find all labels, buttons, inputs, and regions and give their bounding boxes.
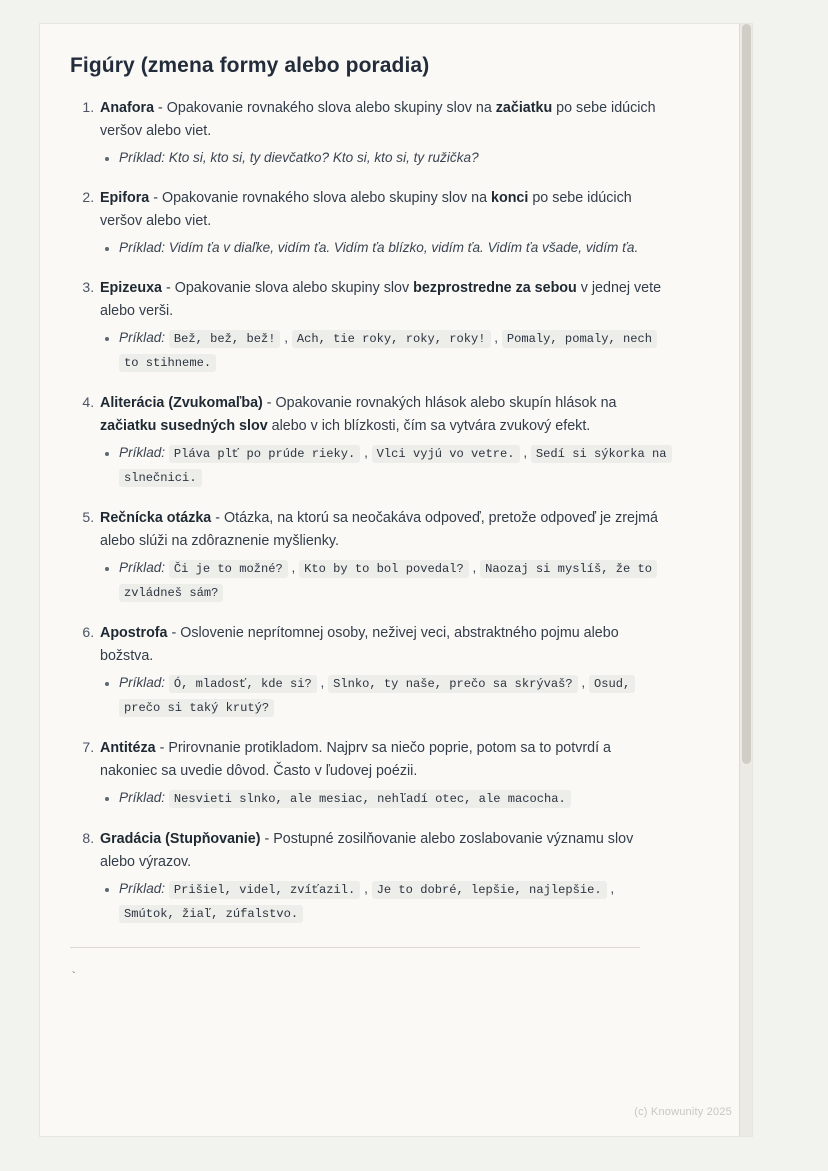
example-separator: , (468, 560, 481, 575)
figure-description-tail: po sebe idúcich veršov alebo viet. (100, 100, 656, 139)
figure-dash: - (211, 510, 224, 526)
example-code-chip: Smútok, žiaľ, zúfalstvo. (119, 905, 303, 923)
example-separator: , (287, 560, 300, 575)
figure-description-tail: po sebe idúcich veršov alebo viet. (100, 190, 632, 229)
figure-dash: - (155, 740, 169, 756)
figure-description: Opakovanie rovnakého slova alebo skupiny slov na (166, 100, 496, 116)
example-separator: , (519, 445, 531, 460)
example-label: Príklad: (119, 330, 169, 345)
example-code-chip: Pomaly, pomaly, nech to stihneme. (119, 330, 657, 372)
figure-item (98, 827, 670, 925)
figure-term: Antitéza (100, 740, 156, 756)
example-code-chip: Ach, tie roky, roky, roky! (292, 330, 491, 348)
example-item (119, 877, 670, 925)
figure-description: Prirovnanie protikladom. Najprv sa niečo poprie, potom sa to potvrdí a nakoniec sa uvedie dôvod. Často v ľudovej poézii. (100, 740, 611, 779)
figure-description-tail: v jednej vete alebo verši. (100, 280, 662, 319)
figure-dash: - (262, 395, 276, 411)
example-list (100, 671, 670, 719)
figure-description-emphasis: začiatku susedných slov (100, 417, 268, 434)
document-sheet (40, 24, 752, 1136)
scrollbar-track[interactable] (739, 24, 752, 1136)
figure-description: Otázka, na ktorú sa neočakáva odpoveď, pretože odpoveď je zrejmá alebo slúži na zdôraznenie myšlienky. (100, 510, 659, 549)
example-code-chip: Je to dobré, lepšie, najlepšie. (372, 881, 607, 899)
figure-description: Opakovanie rovnakého slova alebo skupiny slov na (161, 190, 492, 206)
example-list (100, 441, 670, 489)
example-separator: , (490, 330, 502, 345)
scrollbar-thumb[interactable] (742, 24, 751, 764)
example-list (100, 556, 670, 604)
figure-item (98, 186, 670, 259)
figure-description-emphasis: konci (491, 190, 529, 206)
example-code-chip: Bež, bež, bež! (169, 330, 281, 348)
figure-item (98, 736, 670, 810)
example-item (119, 671, 670, 719)
example-separator: , (360, 445, 372, 460)
figure-term: Apostrofa (100, 625, 168, 641)
figure-dash: - (260, 831, 274, 847)
example-list (100, 786, 670, 810)
example-item (119, 326, 670, 374)
example-code-chip: Prišiel, videl, zvíťazil. (169, 881, 360, 899)
figure-description: Opakovanie slova alebo skupiny slov (174, 280, 414, 296)
figure-description: Postupné zosilňovanie alebo zoslabovanie významu slov alebo výrazov. (100, 831, 634, 870)
example-list (100, 326, 670, 374)
example-list (100, 877, 670, 925)
example-separator: , (360, 881, 372, 896)
figure-item (98, 391, 670, 489)
document-content (70, 42, 670, 984)
figure-dash: - (167, 625, 181, 641)
example-code-chip: Kto by to bol povedal? (299, 560, 469, 578)
trailing-backtick: ` (70, 970, 78, 984)
content-divider (70, 947, 640, 948)
example-list (100, 146, 670, 169)
example-label: Príklad: (119, 790, 169, 805)
figure-term: Aliterácia (Zvukomaľba) (100, 395, 263, 411)
figure-description-emphasis: začiatku (495, 100, 553, 116)
figure-item (98, 621, 670, 719)
example-item (119, 146, 670, 169)
figure-dash: - (161, 280, 175, 296)
example-separator: , (577, 675, 589, 690)
figure-description: Opakovanie rovnakých hlások alebo skupín hlások na (275, 395, 617, 411)
figure-description-tail: alebo v ich blízkosti, čím sa vytvára zvukový efekt. (267, 417, 591, 434)
example-code-chip: Ó, mladosť, kde si? (169, 675, 317, 693)
figure-description-emphasis: bezprostredne za sebou (413, 280, 577, 296)
example-code-chip: Či je to možné? (169, 560, 288, 578)
example-label: Príklad: (119, 675, 169, 690)
example-separator: , (316, 675, 329, 690)
example-code-chip: Naozaj si myslíš, že to zvládneš sám? (119, 560, 657, 602)
example-item (119, 236, 670, 259)
figure-description: Oslovenie neprítomnej osoby, neživej veci, abstraktného pojmu alebo božstva. (100, 625, 619, 664)
figure-dash: - (149, 190, 162, 206)
figure-term: Epizeuxa (100, 280, 162, 296)
example-item (119, 786, 670, 810)
example-code-chip: Vlci vyjú vo vetre. (372, 445, 520, 463)
example-code-chip: Slnko, ty naše, prečo sa skrývaš? (328, 675, 578, 693)
example-text: Vidím ťa v diaľke, vidím ťa. Vidím ťa blízko, vidím ťa. Vidím ťa všade, vidím ťa. (168, 240, 639, 255)
example-label: Príklad: (119, 150, 169, 165)
example-code-chip: Nesvieti slnko, ale mesiac, nehľadí otec, ale macocha. (169, 790, 571, 808)
figures-list (70, 96, 670, 925)
example-code-chip: Osud, prečo si taký krutý? (119, 675, 635, 717)
page-title: Figúry (zmena formy alebo poradia) (70, 54, 430, 77)
figure-dash: - (154, 100, 167, 116)
figure-term: Gradácia (Stupňovanie) (100, 831, 261, 847)
example-text: Kto si, kto si, ty dievčatko? Kto si, kto si, ty ružička? (168, 150, 479, 165)
figure-term: Rečnícka otázka (100, 510, 212, 526)
example-code-chip: Pláva plť po prúde rieky. (169, 445, 360, 463)
figure-term: Epifora (100, 190, 150, 206)
figure-item (98, 506, 670, 604)
example-label: Príklad: (119, 240, 169, 255)
example-item (119, 556, 670, 604)
example-label: Príklad: (119, 560, 169, 575)
example-list (100, 236, 670, 259)
footer-copyright: (c) Knowunity 2025 (634, 1106, 732, 1118)
figure-item (98, 276, 670, 374)
figure-term: Anafora (100, 100, 155, 116)
example-code-chip: Sedí si sýkorka na slnečnici. (119, 445, 672, 487)
example-separator: , (606, 881, 615, 896)
figure-item (98, 96, 670, 169)
example-label: Príklad: (119, 881, 169, 896)
example-label: Príklad: (119, 445, 169, 460)
example-separator: , (280, 330, 292, 345)
example-item (119, 441, 670, 489)
